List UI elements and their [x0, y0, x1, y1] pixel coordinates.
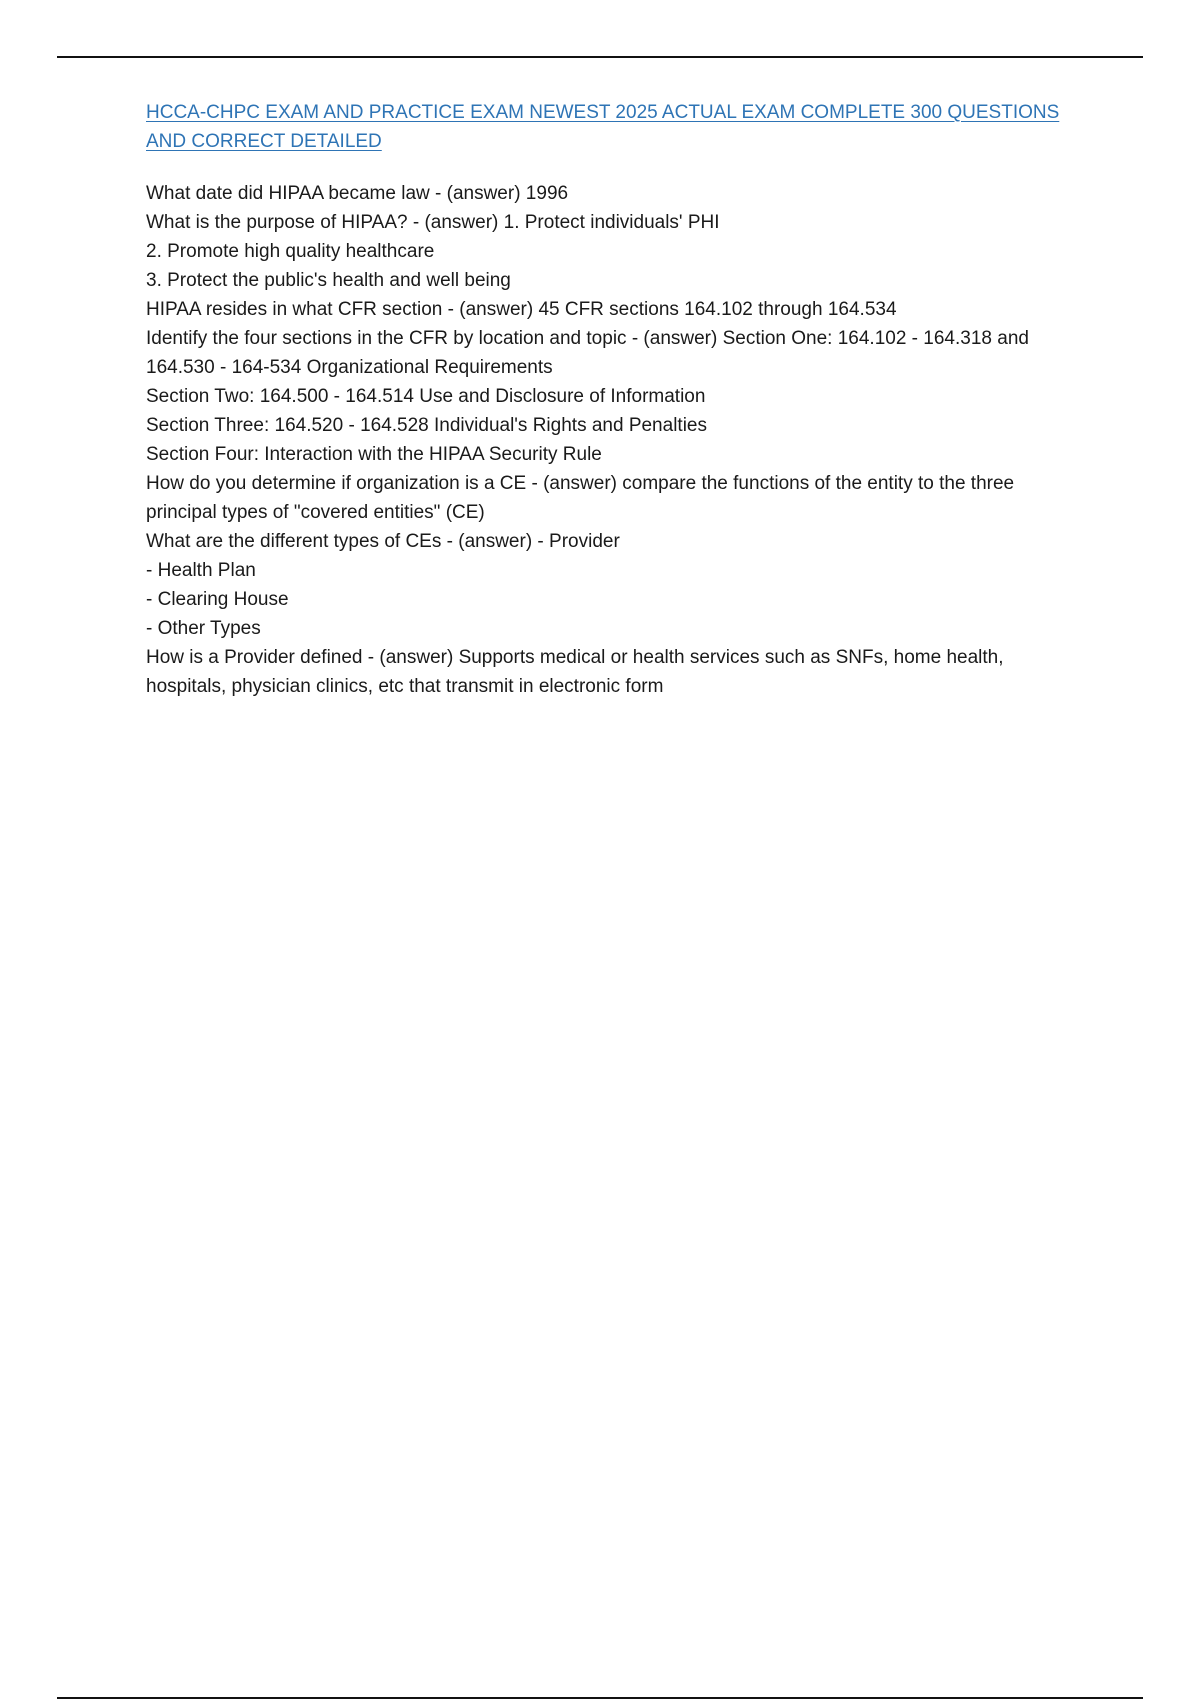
qa-four-sections: Identify the four sections in the CFR by location and topic - (answer) Section One: 164.102 - 164.318 and 164.530 - 164-534 Organizational Requirements	[146, 328, 1029, 378]
title-block	[146, 98, 1086, 156]
section-four-line: Section Four: Interaction with the HIPAA Security Rule	[146, 444, 602, 465]
ce-type-other: - Other Types	[146, 618, 261, 639]
footer-rule	[57, 1697, 1143, 1699]
qa-hipaa-law-date: What date did HIPAA became law - (answer) 1996	[146, 183, 569, 204]
document-title-link[interactable]: HCCA-CHPC EXAM AND PRACTICE EXAM NEWEST 2025 ACTUAL EXAM COMPLETE 300 QUESTIONS AND CORRECT DETAILED	[146, 102, 1060, 152]
ce-type-clearing-house: - Clearing House	[146, 589, 289, 610]
qa-hipaa-purpose: What is the purpose of HIPAA? - (answer) 1. Protect individuals' PHI	[146, 212, 720, 233]
qa-ce-types: What are the different types of CEs - (answer) - Provider	[146, 531, 620, 552]
section-three-line: Section Three: 164.520 - 164.528 Individual's Rights and Penalties	[146, 415, 707, 436]
section-two-line: Section Two: 164.500 - 164.514 Use and Disclosure of Information	[146, 386, 706, 407]
qa-determine-ce: How do you determine if organization is a CE - (answer) compare the functions of the entity to the three principal types of "covered entities" (CE)	[146, 473, 1015, 523]
document-body	[146, 98, 1086, 701]
ce-type-health-plan: - Health Plan	[146, 560, 256, 581]
qa-provider-defined: How is a Provider defined - (answer) Supports medical or health services such as SNFs, home health, hospitals, physician clinics, etc that transmit in electronic form	[146, 647, 1004, 697]
qa-hipaa-purpose-item-2: 2. Promote high quality healthcare	[146, 241, 435, 262]
header-rule	[57, 56, 1143, 58]
qa-hipaa-purpose-item-3: 3. Protect the public's health and well being	[146, 270, 511, 291]
qa-cfr-section: HIPAA resides in what CFR section - (answer) 45 CFR sections 164.102 through 164.534	[146, 299, 897, 320]
